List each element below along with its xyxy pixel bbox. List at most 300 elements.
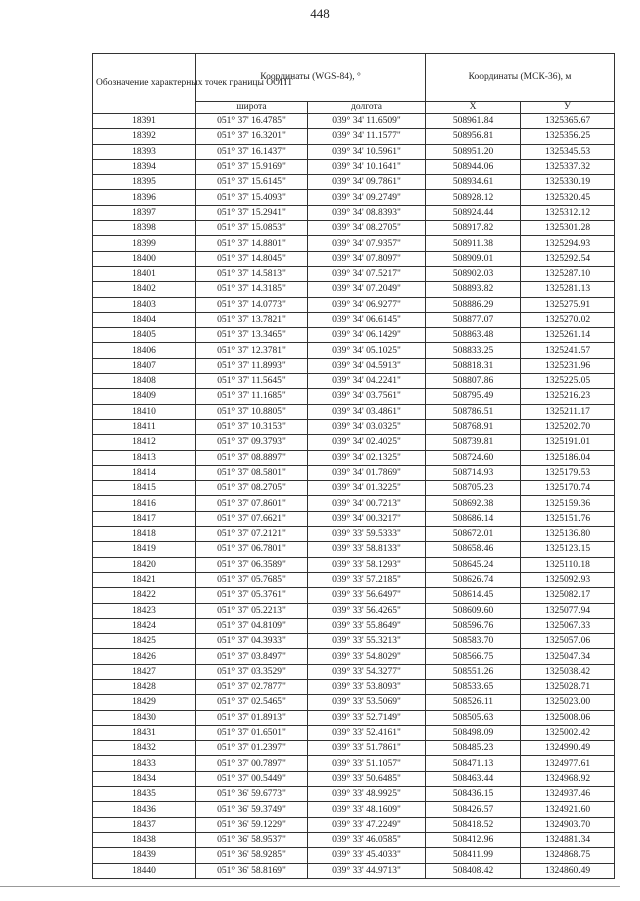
cell-longitude: 039° 34' 01.7869" [308, 465, 426, 480]
cell-latitude: 051° 37' 02.7877" [196, 679, 308, 694]
cell-x-coordinate: 508686.14 [426, 511, 521, 526]
cell-latitude: 051° 37' 14.8801" [196, 236, 308, 251]
cell-point-id: 18392 [93, 129, 196, 144]
cell-longitude: 039° 34' 10.5961" [308, 144, 426, 159]
cell-latitude: 051° 37' 00.7897" [196, 756, 308, 771]
cell-x-coordinate: 508412.96 [426, 832, 521, 847]
cell-point-id: 18402 [93, 282, 196, 297]
cell-longitude: 039° 34' 03.4861" [308, 404, 426, 419]
cell-y-coordinate: 1325008.06 [521, 710, 615, 725]
table-row [93, 817, 615, 832]
table-row [93, 343, 615, 358]
header-wgs84: Координаты (WGS-84), ° [196, 54, 426, 102]
cell-latitude: 051° 36' 58.9537" [196, 832, 308, 847]
cell-longitude: 039° 33' 51.7861" [308, 741, 426, 756]
header-y: У [521, 102, 615, 114]
cell-longitude: 039° 34' 06.6145" [308, 312, 426, 327]
cell-x-coordinate: 508609.60 [426, 603, 521, 618]
cell-x-coordinate: 508418.52 [426, 817, 521, 832]
table-row [93, 649, 615, 664]
cell-point-id: 18410 [93, 404, 196, 419]
cell-latitude: 051° 36' 59.3749" [196, 802, 308, 817]
cell-latitude: 051° 37' 06.3589" [196, 557, 308, 572]
cell-longitude: 039° 34' 07.9357" [308, 236, 426, 251]
table-row [93, 695, 615, 710]
cell-y-coordinate: 1325136.80 [521, 527, 615, 542]
cell-latitude: 051° 37' 11.1685" [196, 389, 308, 404]
cell-point-id: 18417 [93, 511, 196, 526]
table-row [93, 588, 615, 603]
cell-latitude: 051° 37' 12.3781" [196, 343, 308, 358]
cell-x-coordinate: 508583.70 [426, 634, 521, 649]
table-row [93, 634, 615, 649]
cell-point-id: 18406 [93, 343, 196, 358]
cell-longitude: 039° 34' 07.8097" [308, 251, 426, 266]
cell-latitude: 051° 37' 10.3153" [196, 419, 308, 434]
cell-latitude: 051° 37' 08.8897" [196, 450, 308, 465]
cell-latitude: 051° 37' 11.8993" [196, 358, 308, 373]
table-row [93, 618, 615, 633]
cell-point-id: 18407 [93, 358, 196, 373]
cell-longitude: 039° 33' 54.8029" [308, 649, 426, 664]
cell-x-coordinate: 508426.57 [426, 802, 521, 817]
cell-y-coordinate: 1325077.94 [521, 603, 615, 618]
table-row [93, 266, 615, 281]
cell-latitude: 051° 37' 00.5449" [196, 771, 308, 786]
cell-latitude: 051° 37' 14.0773" [196, 297, 308, 312]
cell-x-coordinate: 508645.24 [426, 557, 521, 572]
cell-x-coordinate: 508485.23 [426, 741, 521, 756]
table-body [93, 114, 615, 879]
cell-x-coordinate: 508505.63 [426, 710, 521, 725]
cell-longitude: 039° 34' 03.0325" [308, 419, 426, 434]
table-row [93, 741, 615, 756]
cell-y-coordinate: 1324990.49 [521, 741, 615, 756]
cell-y-coordinate: 1325123.15 [521, 542, 615, 557]
cell-longitude: 039° 33' 51.1057" [308, 756, 426, 771]
cell-longitude: 039° 34' 02.4025" [308, 435, 426, 450]
cell-y-coordinate: 1325356.25 [521, 129, 615, 144]
cell-y-coordinate: 1325023.00 [521, 695, 615, 710]
cell-x-coordinate: 508818.31 [426, 358, 521, 373]
cell-y-coordinate: 1325270.02 [521, 312, 615, 327]
cell-latitude: 051° 37' 08.5801" [196, 465, 308, 480]
cell-point-id: 18413 [93, 450, 196, 465]
table-row [93, 251, 615, 266]
cell-point-id: 18420 [93, 557, 196, 572]
cell-y-coordinate: 1325301.28 [521, 221, 615, 236]
cell-y-coordinate: 1325092.93 [521, 572, 615, 587]
cell-latitude: 051° 37' 14.3185" [196, 282, 308, 297]
cell-latitude: 051° 37' 04.3933" [196, 634, 308, 649]
cell-latitude: 051° 37' 13.7821" [196, 312, 308, 327]
cell-latitude: 051° 37' 09.3793" [196, 435, 308, 450]
cell-y-coordinate: 1325275.91 [521, 297, 615, 312]
table-row [93, 175, 615, 190]
cell-x-coordinate: 508614.45 [426, 588, 521, 603]
cell-latitude: 051° 37' 11.5645" [196, 374, 308, 389]
cell-longitude: 039° 33' 47.2249" [308, 817, 426, 832]
cell-longitude: 039° 34' 04.2241" [308, 374, 426, 389]
cell-longitude: 039° 34' 03.7561" [308, 389, 426, 404]
cell-y-coordinate: 1325216.23 [521, 389, 615, 404]
table-row [93, 756, 615, 771]
cell-latitude: 051° 37' 15.2941" [196, 205, 308, 220]
table-row [93, 144, 615, 159]
cell-latitude: 051° 36' 58.9285" [196, 848, 308, 863]
cell-longitude: 039° 34' 00.7213" [308, 496, 426, 511]
cell-point-id: 18433 [93, 756, 196, 771]
cell-y-coordinate: 1325330.19 [521, 175, 615, 190]
cell-point-id: 18411 [93, 419, 196, 434]
cell-latitude: 051° 37' 13.3465" [196, 328, 308, 343]
cell-latitude: 051° 37' 05.7685" [196, 572, 308, 587]
cell-x-coordinate: 508498.09 [426, 725, 521, 740]
cell-longitude: 039° 33' 53.8093" [308, 679, 426, 694]
cell-longitude: 039° 34' 08.2705" [308, 221, 426, 236]
cell-latitude: 051° 37' 15.6145" [196, 175, 308, 190]
cell-point-id: 18422 [93, 588, 196, 603]
cell-longitude: 039° 34' 09.7861" [308, 175, 426, 190]
cell-y-coordinate: 1325179.53 [521, 465, 615, 480]
cell-longitude: 039° 34' 04.5913" [308, 358, 426, 373]
cell-x-coordinate: 508672.01 [426, 527, 521, 542]
cell-x-coordinate: 508533.65 [426, 679, 521, 694]
cell-point-id: 18426 [93, 649, 196, 664]
cell-y-coordinate: 1325038.42 [521, 664, 615, 679]
cell-x-coordinate: 508786.51 [426, 404, 521, 419]
cell-x-coordinate: 508626.74 [426, 572, 521, 587]
table-row [93, 450, 615, 465]
header-msk36: Координаты (МСК-36), м [426, 54, 615, 102]
cell-y-coordinate: 1325047.34 [521, 649, 615, 664]
cell-longitude: 039° 33' 59.5333" [308, 527, 426, 542]
cell-y-coordinate: 1325261.14 [521, 328, 615, 343]
cell-longitude: 039° 34' 05.1025" [308, 343, 426, 358]
table-row [93, 205, 615, 220]
cell-latitude: 051° 37' 15.4093" [196, 190, 308, 205]
cell-latitude: 051° 37' 16.3201" [196, 129, 308, 144]
table-row [93, 802, 615, 817]
cell-x-coordinate: 508924.44 [426, 205, 521, 220]
cell-longitude: 039° 33' 53.5069" [308, 695, 426, 710]
cell-latitude: 051° 37' 07.2121" [196, 527, 308, 542]
cell-latitude: 051° 37' 01.6501" [196, 725, 308, 740]
table-row [93, 312, 615, 327]
cell-y-coordinate: 1325225.05 [521, 374, 615, 389]
cell-longitude: 039° 33' 55.8649" [308, 618, 426, 633]
table-row [93, 221, 615, 236]
cell-y-coordinate: 1325082.17 [521, 588, 615, 603]
cell-point-id: 18412 [93, 435, 196, 450]
cell-longitude: 039° 33' 48.1609" [308, 802, 426, 817]
cell-x-coordinate: 508909.01 [426, 251, 521, 266]
header-x: X [426, 102, 521, 114]
cell-latitude: 051° 36' 59.1229" [196, 817, 308, 832]
cell-latitude: 051° 37' 05.2213" [196, 603, 308, 618]
cell-x-coordinate: 508893.82 [426, 282, 521, 297]
cell-y-coordinate: 1325170.74 [521, 481, 615, 496]
cell-x-coordinate: 508956.81 [426, 129, 521, 144]
cell-x-coordinate: 508928.12 [426, 190, 521, 205]
cell-y-coordinate: 1324968.92 [521, 771, 615, 786]
cell-x-coordinate: 508768.91 [426, 419, 521, 434]
cell-point-id: 18439 [93, 848, 196, 863]
table-row [93, 159, 615, 174]
cell-y-coordinate: 1325002.42 [521, 725, 615, 740]
cell-y-coordinate: 1325202.70 [521, 419, 615, 434]
table-row [93, 572, 615, 587]
cell-y-coordinate: 1324881.34 [521, 832, 615, 847]
cell-x-coordinate: 508551.26 [426, 664, 521, 679]
cell-longitude: 039° 33' 44.9713" [308, 863, 426, 878]
cell-point-id: 18438 [93, 832, 196, 847]
cell-point-id: 18429 [93, 695, 196, 710]
cell-x-coordinate: 508944.06 [426, 159, 521, 174]
cell-longitude: 039° 34' 06.1429" [308, 328, 426, 343]
cell-point-id: 18405 [93, 328, 196, 343]
cell-latitude: 051° 36' 59.6773" [196, 787, 308, 802]
cell-latitude: 051° 37' 08.2705" [196, 481, 308, 496]
cell-longitude: 039° 34' 07.2049" [308, 282, 426, 297]
cell-x-coordinate: 508961.84 [426, 114, 521, 129]
cell-y-coordinate: 1324937.46 [521, 787, 615, 802]
cell-longitude: 039° 33' 52.7149" [308, 710, 426, 725]
table-row [93, 710, 615, 725]
cell-latitude: 051° 37' 10.8805" [196, 404, 308, 419]
table-row [93, 496, 615, 511]
cell-point-id: 18403 [93, 297, 196, 312]
cell-point-id: 18419 [93, 542, 196, 557]
cell-x-coordinate: 508795.49 [426, 389, 521, 404]
cell-y-coordinate: 1325365.67 [521, 114, 615, 129]
cell-x-coordinate: 508526.11 [426, 695, 521, 710]
cell-point-id: 18409 [93, 389, 196, 404]
table-row [93, 114, 615, 129]
cell-point-id: 18394 [93, 159, 196, 174]
cell-point-id: 18408 [93, 374, 196, 389]
cell-y-coordinate: 1325028.71 [521, 679, 615, 694]
cell-x-coordinate: 508911.38 [426, 236, 521, 251]
cell-x-coordinate: 508436.15 [426, 787, 521, 802]
cell-point-id: 18434 [93, 771, 196, 786]
cell-longitude: 039° 34' 11.1577" [308, 129, 426, 144]
table-row [93, 481, 615, 496]
cell-longitude: 039° 33' 50.6485" [308, 771, 426, 786]
table-row [93, 236, 615, 251]
cell-y-coordinate: 1325211.17 [521, 404, 615, 419]
table-row [93, 129, 615, 144]
cell-x-coordinate: 508705.23 [426, 481, 521, 496]
table-row [93, 389, 615, 404]
table-row [93, 297, 615, 312]
cell-y-coordinate: 1325151.76 [521, 511, 615, 526]
cell-x-coordinate: 508566.75 [426, 649, 521, 664]
table-row [93, 358, 615, 373]
cell-y-coordinate: 1324868.75 [521, 848, 615, 863]
table-row [93, 328, 615, 343]
cell-x-coordinate: 508739.81 [426, 435, 521, 450]
cell-y-coordinate: 1325287.10 [521, 266, 615, 281]
cell-point-id: 18431 [93, 725, 196, 740]
table-row [93, 282, 615, 297]
cell-longitude: 039° 33' 58.8133" [308, 542, 426, 557]
cell-x-coordinate: 508408.42 [426, 863, 521, 878]
cell-point-id: 18437 [93, 817, 196, 832]
cell-longitude: 039° 33' 55.3213" [308, 634, 426, 649]
cell-y-coordinate: 1324977.61 [521, 756, 615, 771]
cell-y-coordinate: 1325241.57 [521, 343, 615, 358]
table-row [93, 435, 615, 450]
cell-x-coordinate: 508863.48 [426, 328, 521, 343]
cell-y-coordinate: 1325312.12 [521, 205, 615, 220]
cell-point-id: 18395 [93, 175, 196, 190]
cell-point-id: 18427 [93, 664, 196, 679]
cell-longitude: 039° 33' 57.2185" [308, 572, 426, 587]
cell-longitude: 039° 33' 46.0585" [308, 832, 426, 847]
cell-longitude: 039° 33' 58.1293" [308, 557, 426, 572]
cell-latitude: 051° 37' 07.8601" [196, 496, 308, 511]
cell-longitude: 039° 33' 56.6497" [308, 588, 426, 603]
cell-point-id: 18416 [93, 496, 196, 511]
cell-point-id: 18418 [93, 527, 196, 542]
cell-longitude: 039° 34' 07.5217" [308, 266, 426, 281]
cell-latitude: 051° 37' 03.3529" [196, 664, 308, 679]
cell-y-coordinate: 1325110.18 [521, 557, 615, 572]
table-row [93, 527, 615, 542]
table-row [93, 374, 615, 389]
cell-y-coordinate: 1325067.33 [521, 618, 615, 633]
cell-y-coordinate: 1325191.01 [521, 435, 615, 450]
table-row [93, 679, 615, 694]
cell-longitude: 039° 34' 09.2749" [308, 190, 426, 205]
cell-latitude: 051° 37' 07.6621" [196, 511, 308, 526]
cell-latitude: 051° 37' 01.8913" [196, 710, 308, 725]
table-row [93, 465, 615, 480]
cell-x-coordinate: 508724.60 [426, 450, 521, 465]
table-row [93, 419, 615, 434]
cell-longitude: 039° 34' 10.1641" [308, 159, 426, 174]
cell-point-id: 18397 [93, 205, 196, 220]
cell-point-id: 18399 [93, 236, 196, 251]
cell-y-coordinate: 1325320.45 [521, 190, 615, 205]
cell-latitude: 051° 37' 02.5465" [196, 695, 308, 710]
cell-point-id: 18424 [93, 618, 196, 633]
cell-y-coordinate: 1325231.96 [521, 358, 615, 373]
cell-y-coordinate: 1325345.53 [521, 144, 615, 159]
cell-x-coordinate: 508934.61 [426, 175, 521, 190]
cell-y-coordinate: 1325057.06 [521, 634, 615, 649]
table-row [93, 603, 615, 618]
table-row [93, 832, 615, 847]
table-row [93, 557, 615, 572]
cell-latitude: 051° 37' 01.2397" [196, 741, 308, 756]
cell-point-id: 18430 [93, 710, 196, 725]
cell-longitude: 039° 34' 00.3217" [308, 511, 426, 526]
cell-point-id: 18423 [93, 603, 196, 618]
cell-point-id: 18428 [93, 679, 196, 694]
table-row [93, 664, 615, 679]
cell-x-coordinate: 508833.25 [426, 343, 521, 358]
cell-latitude: 051° 37' 15.0853" [196, 221, 308, 236]
cell-longitude: 039° 33' 54.3277" [308, 664, 426, 679]
cell-latitude: 051° 37' 04.8109" [196, 618, 308, 633]
cell-point-id: 18432 [93, 741, 196, 756]
coordinates-table [92, 53, 615, 879]
cell-longitude: 039° 34' 01.3225" [308, 481, 426, 496]
cell-x-coordinate: 508807.86 [426, 374, 521, 389]
cell-latitude: 051° 37' 16.4785" [196, 114, 308, 129]
cell-x-coordinate: 508886.29 [426, 297, 521, 312]
cell-point-id: 18414 [93, 465, 196, 480]
cell-x-coordinate: 508596.76 [426, 618, 521, 633]
cell-y-coordinate: 1325159.36 [521, 496, 615, 511]
cell-point-id: 18401 [93, 266, 196, 281]
table-row [93, 863, 615, 878]
cell-y-coordinate: 1325186.04 [521, 450, 615, 465]
cell-y-coordinate: 1324860.49 [521, 863, 615, 878]
cell-y-coordinate: 1325281.13 [521, 282, 615, 297]
cell-longitude: 039° 33' 45.4033" [308, 848, 426, 863]
cell-longitude: 039° 34' 06.9277" [308, 297, 426, 312]
table-row [93, 542, 615, 557]
cell-latitude: 051° 37' 06.7801" [196, 542, 308, 557]
cell-y-coordinate: 1325337.32 [521, 159, 615, 174]
cell-point-id: 18435 [93, 787, 196, 802]
cell-latitude: 051° 37' 15.9169" [196, 159, 308, 174]
cell-latitude: 051° 37' 14.8045" [196, 251, 308, 266]
cell-point-id: 18425 [93, 634, 196, 649]
cell-x-coordinate: 508951.20 [426, 144, 521, 159]
cell-latitude: 051° 36' 58.8169" [196, 863, 308, 878]
table-row [93, 848, 615, 863]
cell-y-coordinate: 1324921.60 [521, 802, 615, 817]
cell-y-coordinate: 1325292.54 [521, 251, 615, 266]
cell-latitude: 051° 37' 05.3761" [196, 588, 308, 603]
cell-longitude: 039° 33' 48.9925" [308, 787, 426, 802]
table-row [93, 787, 615, 802]
cell-point-id: 18393 [93, 144, 196, 159]
header-point-name: Обозначение характерных точек границы ООПТ [93, 54, 196, 114]
cell-y-coordinate: 1324903.70 [521, 817, 615, 832]
table-row [93, 190, 615, 205]
cell-point-id: 18391 [93, 114, 196, 129]
cell-point-id: 18440 [93, 863, 196, 878]
cell-point-id: 18404 [93, 312, 196, 327]
page-number: 448 [310, 6, 330, 21]
cell-longitude: 039° 33' 56.4265" [308, 603, 426, 618]
cell-x-coordinate: 508714.93 [426, 465, 521, 480]
cell-latitude: 051° 37' 14.5813" [196, 266, 308, 281]
cell-longitude: 039° 34' 08.8393" [308, 205, 426, 220]
header-latitude: широта [196, 102, 308, 114]
cell-point-id: 18400 [93, 251, 196, 266]
cell-longitude: 039° 34' 11.6509" [308, 114, 426, 129]
cell-longitude: 039° 34' 02.1325" [308, 450, 426, 465]
table-row [93, 511, 615, 526]
cell-point-id: 18415 [93, 481, 196, 496]
cell-longitude: 039° 33' 52.4161" [308, 725, 426, 740]
cell-point-id: 18421 [93, 572, 196, 587]
cell-x-coordinate: 508463.44 [426, 771, 521, 786]
cell-y-coordinate: 1325294.93 [521, 236, 615, 251]
cell-x-coordinate: 508902.03 [426, 266, 521, 281]
table-row [93, 771, 615, 786]
cell-latitude: 051° 37' 16.1437" [196, 144, 308, 159]
table-row [93, 404, 615, 419]
cell-x-coordinate: 508917.82 [426, 221, 521, 236]
cell-x-coordinate: 508411.99 [426, 848, 521, 863]
